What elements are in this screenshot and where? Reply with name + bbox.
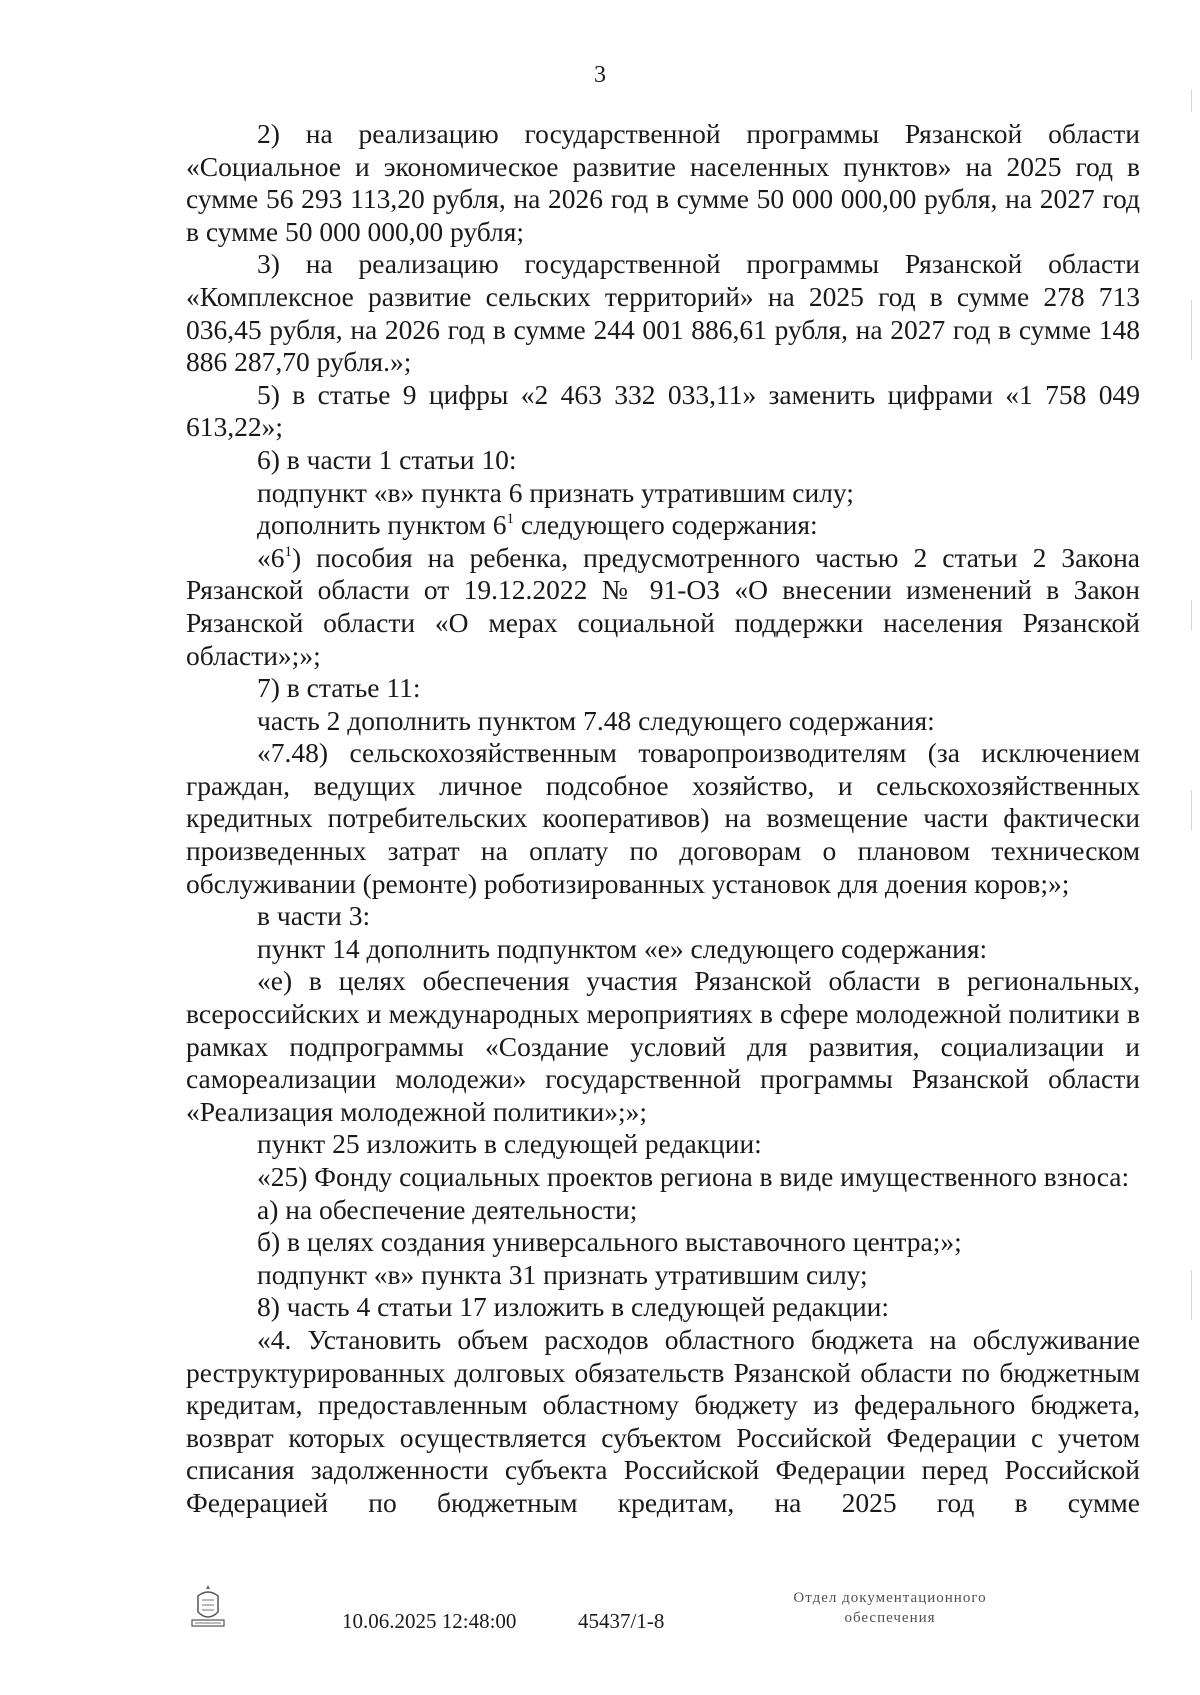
stamp-line-service: обеспечения	[844, 1610, 936, 1626]
paragraph-item-7: 7) в статье 11:	[257, 672, 421, 704]
scan-edge-mark	[1191, 1270, 1192, 1320]
coat-of-arms-logo-icon	[186, 1582, 230, 1630]
document-body	[186, 118, 1140, 1520]
paragraph-point-7-48-text: «7.48) сельскохозяйственным товаропроизводителям (за исключением граждан, ведущих личное подсобное хозяйство, и сельскохозяйственных кредитных потребительских кооперативов) на возмещение части фактически произведенных затрат на оплату по договорам о плановом техническом обслуживании (ремонте) роботизированных установок для доения коров;»;	[186, 737, 1140, 899]
paragraph-point-25-edit: пункт 25 изложить в следующей редакции:	[257, 1128, 762, 1160]
scan-edge-mark	[1191, 90, 1192, 112]
paragraph-subpoint-b: б) в целях создания универсального выставочного центра;»;	[257, 1226, 962, 1258]
paragraph-point-25-text: «25) Фонду социальных проектов региона в виде имущественного взноса:	[257, 1161, 1130, 1192]
scan-edge-mark	[1191, 790, 1192, 830]
scan-edge-mark	[1191, 600, 1192, 630]
registration-datetime: 10.06.2025 12:48:00	[342, 1609, 517, 1633]
registration-number: 45437/1-8	[578, 1609, 665, 1633]
department-stamp	[740, 1588, 1040, 1628]
stamp-line-department: Отдел документационного	[793, 1590, 987, 1606]
paragraph-item-6: 6) в части 1 статьи 10:	[257, 443, 517, 475]
paragraph-add-point-7-48: часть 2 дополнить пунктом 7.48 следующего содержания:	[257, 704, 935, 736]
paragraph-point-6-1-text: «$6^1$) пособия на ребенка, предусмотренного частью 2 статьи 2 Закона Рязанской области от 19.12.2022 № 91-ОЗ «О внесении изменений в Закон Рязанской области «О мерах социальной поддержки населения Рязанской области»;»;	[186, 541, 1140, 671]
paragraph-item-8: 8) часть 4 статьи 17 изложить в следующей редакции:	[257, 1291, 890, 1323]
paragraph-item-2: 2) на реализацию государственной программы Рязанской области «Социальное и экономическое развитие населенных пунктов» на 2025 год в сумме 56 293 113,20 рубля, на 2026 год в сумме 50 000 000,00 рубля, на 2027 год в сумме 50 000 000,00 рубля;	[186, 118, 1140, 247]
paragraph-subpoint-a: а) на обеспечение деятельности;	[257, 1193, 638, 1225]
paragraph-repeal-subpoint-v: подпункт «в» пункта 6 признать утратившим силу;	[257, 476, 854, 508]
page-number: 3	[594, 62, 606, 88]
paragraph-point-14-add: пункт 14 дополнить подпунктом «е» следующего содержания:	[257, 932, 988, 964]
paragraph-add-point-6-1: дополнить пунктом $6^1$ следующего содержания:	[257, 509, 818, 541]
paragraph-repeal-point-31: подпункт «в» пункта 31 признать утратившим силу;	[257, 1258, 868, 1290]
paragraph-part-4-text: «4. Установить объем расходов областного бюджета на обслуживание реструктурированных долговых обязательств Рязанской области по бюджетным кредитам, предоставленным областному бюджету из федерального бюджета, возврат которых осуществляется субъектом Российской Федерации с учетом списания задолженности субъекта Российской Федерации перед Российской Федерацией по бюджетным кредитам, на 2025 год в сумме	[186, 1323, 1140, 1518]
paragraph-item-3: 3) на реализацию государственной программы Рязанской области «Комплексное развитие сельских территорий» на 2025 год в сумме 278 713 036,45 рубля, на 2026 год в сумме 244 001 886,61 рубля, на 2027 год в сумме 148 886 287,70 рубля.»;	[186, 248, 1140, 378]
paragraph-part-3: в части 3:	[257, 900, 371, 932]
scan-edge-mark	[1191, 300, 1192, 360]
paragraph-item-5: 5) в статье 9 цифры «2 463 332 033,11» заменить цифрами «1 758 049 613,22»;	[186, 378, 1140, 443]
paragraph-subpoint-e-text: «е) в целях обеспечения участия Рязанской области в региональных, всероссийских и международных мероприятиях в сфере молодежной политики в рамках подпрограммы «Создание условий для развития, социализации и самореализации молодежи» государственной программы Рязанской области «Реализация молодежной политики»;»;	[186, 965, 1140, 1127]
